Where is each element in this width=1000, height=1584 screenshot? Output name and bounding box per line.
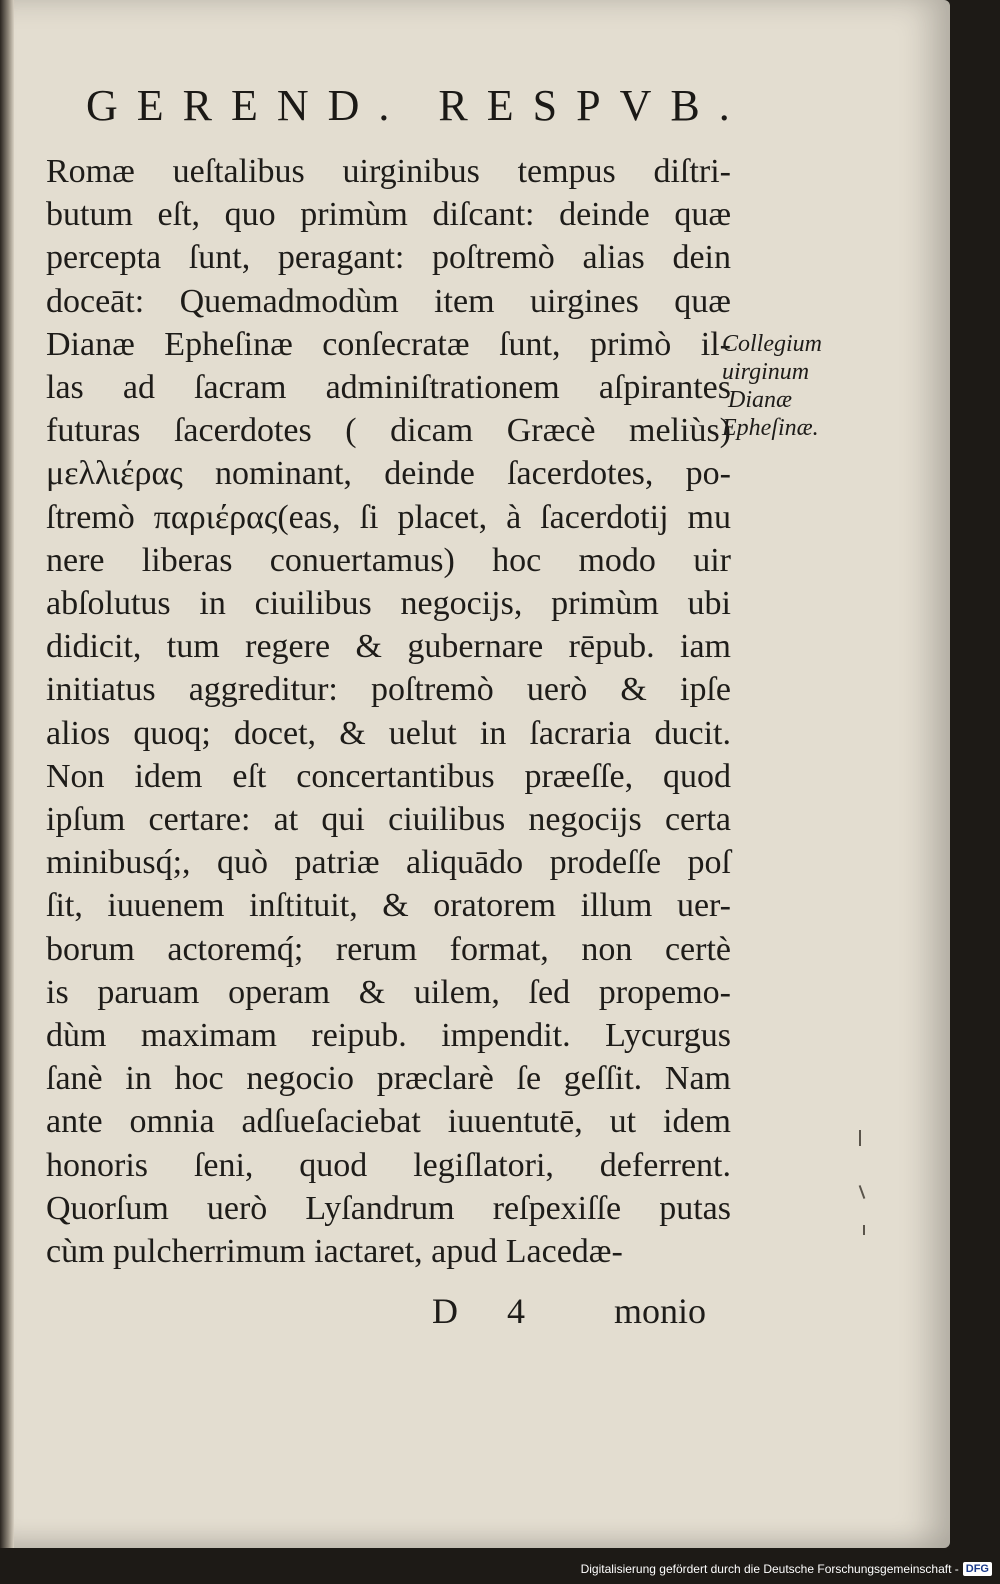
show-through-text <box>730 130 880 250</box>
text-line: nere liberas conuertamus) hoc modo uir <box>46 541 731 579</box>
text-line: Dianæ Epheſinæ conſecratæ ſunt, primò il- <box>46 325 731 363</box>
marginal-note <box>722 330 872 442</box>
text-line: honoris ſeni, quod legiſlatori, deferrent. <box>46 1146 731 1184</box>
text-line: didicit, tum regere & gubernare rēpub. iam <box>46 628 731 666</box>
catchword: monio <box>614 1291 707 1331</box>
marginal-note-line: Dianæ <box>728 387 793 413</box>
text-line: borum actoremq́; rerum format, non certè <box>46 930 731 968</box>
marginal-note-line: Collegium <box>722 331 822 357</box>
text-line: ſanè in hoc negocio præclarè ſe geſſit. Nam <box>46 1060 731 1098</box>
text-line: Romæ ueſtalibus uirginibus tempus diſtri- <box>46 153 731 190</box>
margin-marks <box>855 1130 875 1250</box>
text-line: doceāt: Quemadmodùm item uirgines quæ <box>46 282 731 320</box>
signature-mark: D 4 <box>432 1291 545 1331</box>
text-line: percepta ſunt, peragant: poſtremò alias dein <box>46 239 731 277</box>
text-line: butum eſt, quo primùm diſcant: deinde quæ <box>46 196 731 234</box>
text-line: is paruam operam & uilem, ſed propemo- <box>46 973 731 1011</box>
running-title: GEREND. RESPVB. <box>86 81 749 130</box>
text-line: Non idem eſt concertantibus præeſſe, quod <box>46 757 731 795</box>
text-line: ipſum certare: at qui ciuilibus negocijs certa <box>46 801 731 839</box>
text-line: futuras ſacerdotes ( dicam Græcè meliùs) <box>46 412 731 450</box>
dfg-logo-icon: DFG <box>963 1562 992 1576</box>
text-line: las ad ſacram adminiſtrationem aſpirantes <box>46 369 731 407</box>
text-line: cùm pulcherrimum iactaret, apud Lacedæ- <box>46 1233 623 1271</box>
marginal-note-line: uirginum <box>722 359 810 385</box>
text-line: initiatus aggreditur: poſtremò uerò & ipſe <box>46 671 731 709</box>
text-line: ante omnia adſueſaciebat iuuentutē, ut idem <box>46 1103 731 1141</box>
page-gutter <box>0 0 14 1548</box>
text-line: ſtremò παριέρας(eas, ſi placet, à ſacerdotij mu <box>46 498 731 536</box>
text-line: dùm maximam reipub. impendit. Lycurgus <box>46 1017 731 1055</box>
text-line: abſolutus in ciuilibus negocijs, primùm ubi <box>46 585 731 623</box>
footer-credit: Digitalisierung gefördert durch die Deutsche Forschungsgemeinschaft - <box>580 1562 959 1576</box>
main-text-block <box>46 150 731 1273</box>
text-line: μελλιέρας nominant, deinde ſacerdotes, po- <box>46 455 731 493</box>
text-line: minibusq́;, quò patriæ aliquādo prodeſſe poſ <box>46 844 731 882</box>
text-line: Quorſum uerò Lyſandrum reſpexiſſe putas <box>46 1189 731 1227</box>
digitization-footer <box>581 1558 992 1580</box>
text-line: ſit, iuuenem inſtituit, & oratorem illum uer- <box>46 887 731 925</box>
marginal-note-line: Epheſinæ. <box>722 415 819 441</box>
text-line: alios quoq; docet, & uelut in ſacraria ducit. <box>46 714 731 752</box>
